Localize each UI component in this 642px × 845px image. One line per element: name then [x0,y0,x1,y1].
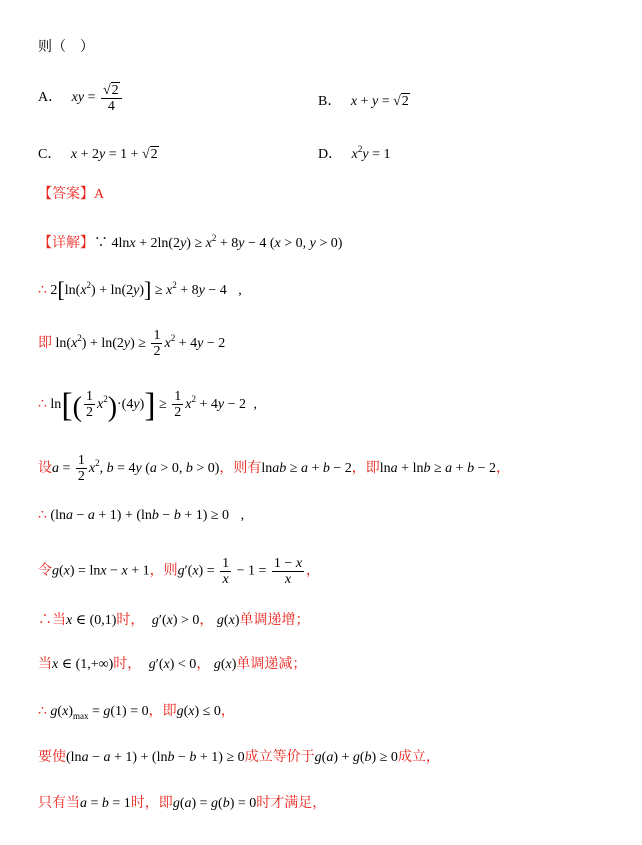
detail-line-4: ∴ ln[( $\frac{1}{2}$ $x^2)\cdot(4y)$] ≥ $\frac{1}{2}$ $x^2 + 4y - 2$ , [38,387,257,424]
detail-line-11: 要使(lna − a + 1) + (lnb − b + 1) ≥ 0成立等价于g(a) + g(b) ≥ 0成立， [38,750,440,765]
detail-line-6: ∴ (lna − a + 1) + (lnb − b + 1) ≥ 0 , [38,508,245,523]
detail-line-8: ∴当x ∈ (0,1)时， g′(x) > 0， g(x)单调递增； [38,613,310,628]
detail-label: 【详解】 [38,236,94,251]
detail-line-3: 即 $\ln(x^2) + \ln(2y)$ ≥ $\frac{1}{2}$ $x^2 + 4y - 2$ [38,328,226,360]
detail-line-2: ∴ $2[\ln(x^2) + \ln(2y)] \ge x^2 + 8y - 4$ , [38,277,242,302]
question-stem: 则（ ） [38,40,94,55]
detail-line-7: 令g(x) = lnx − x + 1，则g′(x) = $\frac{1}{x}$ − 1 = $\frac{1 - x}{x}$ ， [38,556,321,587]
detail-line-1: 【详解】∵ $4\ln x + 2\ln(2y) \ge x^2 + 8y - 4$ (x > 0, y > 0) [38,233,343,251]
answer-line [38,185,104,205]
detail-line-9: 当x ∈ (1,+∞)时， g′(x) < 0， g(x)单调递减； [38,657,307,672]
option-c: C． x + 2y = 1 + √2 [38,147,158,162]
detail-line-12: 只有当a = b = 1时，即g(a) = g(b) = 0时才满足， [38,796,327,811]
answer-label: 【答案】 [38,187,94,202]
detail-line-10: ∴ $g(x)_{max} = g(1) = 0$，即g(x) ≤ 0， [38,704,235,721]
detail-line-5: 设a = $\frac{1}{2}$ $x^2$, b = 4y (a > 0, b > 0)，则有lnab ≥ a + b − 2，即lna + lnb ≥ a + b − 2， [38,453,510,485]
answer-value: A [94,187,105,202]
option-a: A． xy = $\frac{√2}{4}$ [38,82,124,114]
option-b: B． x + y = √2 [318,94,409,109]
option-d: D． $x^2y = 1$ [318,144,391,162]
